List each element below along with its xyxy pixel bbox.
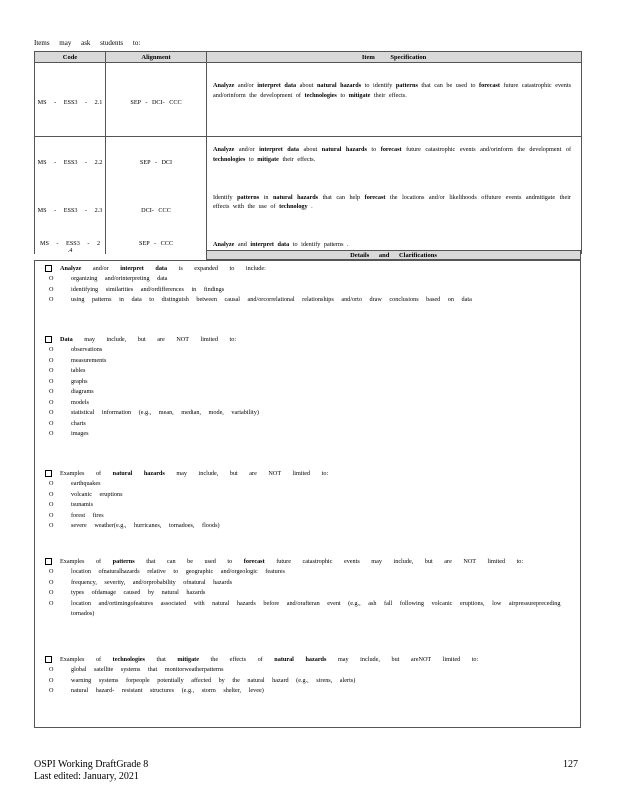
row-code: MS - ESS3 - 2.2 [35, 137, 106, 189]
list-item-text: natural hazard- resistant structures (e.g., storm shelter, levee) [71, 687, 264, 694]
list-item [45, 377, 570, 388]
list-item [45, 398, 570, 409]
row-specification: Analyze and/or interpret data about natural hazards to identify patterns that can be used to forecast future catastrophic events and/orinform the development of technologies to mitigate their effects. [207, 63, 582, 137]
footer [34, 759, 148, 783]
list-item-text: location ofnaturalhazards relative to geographic and/orgeologic features [71, 568, 285, 575]
list-item [45, 521, 570, 532]
list-item [45, 295, 570, 306]
circle-bullet-icon: O [49, 419, 54, 427]
list-item [45, 588, 570, 599]
circle-bullet-icon: O [49, 430, 54, 437]
list-item-text: organizing and/orinterpreting data [71, 275, 168, 282]
details-section [45, 264, 570, 306]
row-specification: Analyze and/or interpret data about natural hazards to forecast future catastrophic events and/orinform the development of technologies to mitigate their effects. [207, 137, 582, 189]
section-list [45, 567, 570, 620]
circle-bullet-icon: O [49, 599, 54, 607]
circle-bullet-icon: O [49, 285, 54, 293]
list-item [45, 345, 570, 356]
circle-bullet-icon: O [49, 511, 54, 519]
list-item-text: charts [71, 419, 86, 427]
list-item-text: tables [71, 367, 86, 374]
header-item-specification: Item Specification [207, 52, 582, 63]
list-item-text: statistical information (e.g., mean, median, mode, variability) [71, 409, 259, 416]
circle-bullet-icon: O [49, 490, 54, 498]
list-item-text: global satellite systems that monitorweatherpatterns [71, 666, 224, 673]
list-item [45, 665, 570, 676]
circle-bullet-icon: O [49, 398, 54, 406]
circle-bullet-icon: O [49, 480, 54, 487]
list-item [45, 387, 570, 398]
list-item [45, 479, 570, 490]
checkbox-bullet-icon [45, 656, 52, 663]
list-item-text: frequency, severity, and/orprobability ofnatural hazards [71, 578, 232, 586]
checkbox-bullet-icon [45, 470, 52, 477]
list-item [45, 285, 570, 296]
list-item-text: measurements [71, 356, 107, 364]
details-section [45, 469, 570, 532]
table-row [35, 189, 582, 237]
header-code: Code [35, 52, 106, 63]
circle-bullet-icon: O [49, 522, 54, 529]
details-box [34, 260, 581, 728]
list-item [45, 419, 570, 430]
section-list [45, 345, 570, 440]
list-item-text: images [71, 430, 89, 437]
circle-bullet-icon: O [49, 501, 54, 508]
list-item-text: observations [71, 346, 103, 353]
row-alignment: DCI- CCC [106, 189, 207, 237]
section-title: Analyze and/or interpret data is expanded to include: [60, 265, 266, 272]
section-title: Examples of natural hazards may include, but are NOT limited to: [60, 470, 329, 477]
details-section [45, 655, 570, 697]
circle-bullet-icon: O [49, 377, 54, 385]
list-item-text: location and/ortimingofeatures associated with natural hazards before and/orafteran event (e.g., ash fall following volcanic eruptions, low airpressurepreceding tornados) [71, 599, 561, 617]
list-item-text: identifying similarities and/ordifferences in findings [71, 285, 225, 293]
circle-bullet-icon: O [49, 346, 54, 353]
header-alignment: Alignment [106, 52, 207, 63]
row-specification: Identify patterns in natural hazards that can help forecast the locations and/or likelihoods offuture events andmitigate their effects with the use of technology . [207, 189, 582, 237]
list-item-text: using patterns in data to distinguish between causal and/orcorrelational relationships and/orto draw conclusions based on data [71, 296, 472, 303]
list-item [45, 356, 570, 367]
list-item [45, 578, 570, 589]
list-item [45, 676, 570, 687]
section-list [45, 274, 570, 306]
footer-edited: Last edited: January, 2021 [34, 771, 139, 782]
row-code: MS - ESS3 - 2 .4 [35, 237, 106, 254]
section-title: Examples of technologies that mitigate the effects of natural hazards may include, but areNOT limited to: [60, 656, 479, 663]
list-item-text: warning systems forpeople potentially affected by the natural hazard (e.g., sirens, alerts) [71, 676, 356, 684]
checkbox-bullet-icon [45, 336, 52, 343]
section-list [45, 479, 570, 532]
list-item-text: diagrams [71, 388, 94, 395]
row-specification: Analyze and interpret data to identify patterns . [207, 237, 582, 254]
details-section [45, 557, 570, 620]
circle-bullet-icon: O [49, 275, 54, 282]
circle-bullet-icon: O [49, 367, 54, 374]
list-item-text: types ofdamage caused by natural hazards [71, 589, 206, 596]
row-alignment: SEP - DCI- CCC [106, 63, 207, 137]
section-title: Data may include, but are NOT limited to: [60, 336, 237, 343]
list-item-text: models [71, 398, 89, 406]
list-item [45, 500, 570, 511]
circle-bullet-icon: O [49, 676, 54, 684]
list-item [45, 511, 570, 522]
circle-bullet-icon: O [49, 388, 54, 395]
list-item-text: forest fires [71, 511, 104, 519]
row-code: MS - ESS3 - 2.1 [35, 63, 106, 137]
list-item [45, 567, 570, 578]
circle-bullet-icon: O [49, 666, 54, 673]
table-row [35, 63, 582, 137]
circle-bullet-icon: O [49, 687, 54, 694]
circle-bullet-icon: O [49, 568, 54, 575]
specification-table [34, 51, 582, 254]
list-item-text: graphs [71, 377, 88, 385]
list-item-text: earthquakes [71, 480, 101, 487]
list-item [45, 408, 570, 419]
circle-bullet-icon: O [49, 356, 54, 364]
row-alignment: SEP - DCI [106, 137, 207, 189]
list-item [45, 686, 570, 697]
list-item-text: tsunamis [71, 501, 94, 508]
list-item [45, 366, 570, 377]
intro-text: Items may ask students to: [34, 39, 141, 47]
circle-bullet-icon: O [49, 409, 54, 416]
section-list [45, 665, 570, 697]
circle-bullet-icon: O [49, 589, 54, 596]
list-item [45, 490, 570, 501]
list-item [45, 429, 570, 440]
section-title: Examples of patterns that can be used to forecast future catastrophic events may include, but are NOT limited to: [60, 558, 524, 565]
page-number: 127 [563, 759, 578, 770]
details-header: Details and Clarifications [206, 250, 581, 260]
row-alignment: SEP - CCC [106, 237, 207, 254]
list-item-text: volcanic eruptions [71, 490, 123, 498]
checkbox-bullet-icon [45, 265, 52, 272]
circle-bullet-icon: O [49, 296, 54, 303]
footer-title: OSPI Working DraftGrade 8 [34, 759, 149, 770]
circle-bullet-icon: O [49, 578, 54, 586]
list-item [45, 599, 570, 620]
checkbox-bullet-icon [45, 558, 52, 565]
table-row [35, 137, 582, 189]
list-item-text: severe weather(e.g., hurricanes, tornadoes, floods) [71, 522, 220, 529]
details-section [45, 335, 570, 440]
row-code: MS - ESS3 - 2.3 [35, 189, 106, 237]
list-item [45, 274, 570, 285]
